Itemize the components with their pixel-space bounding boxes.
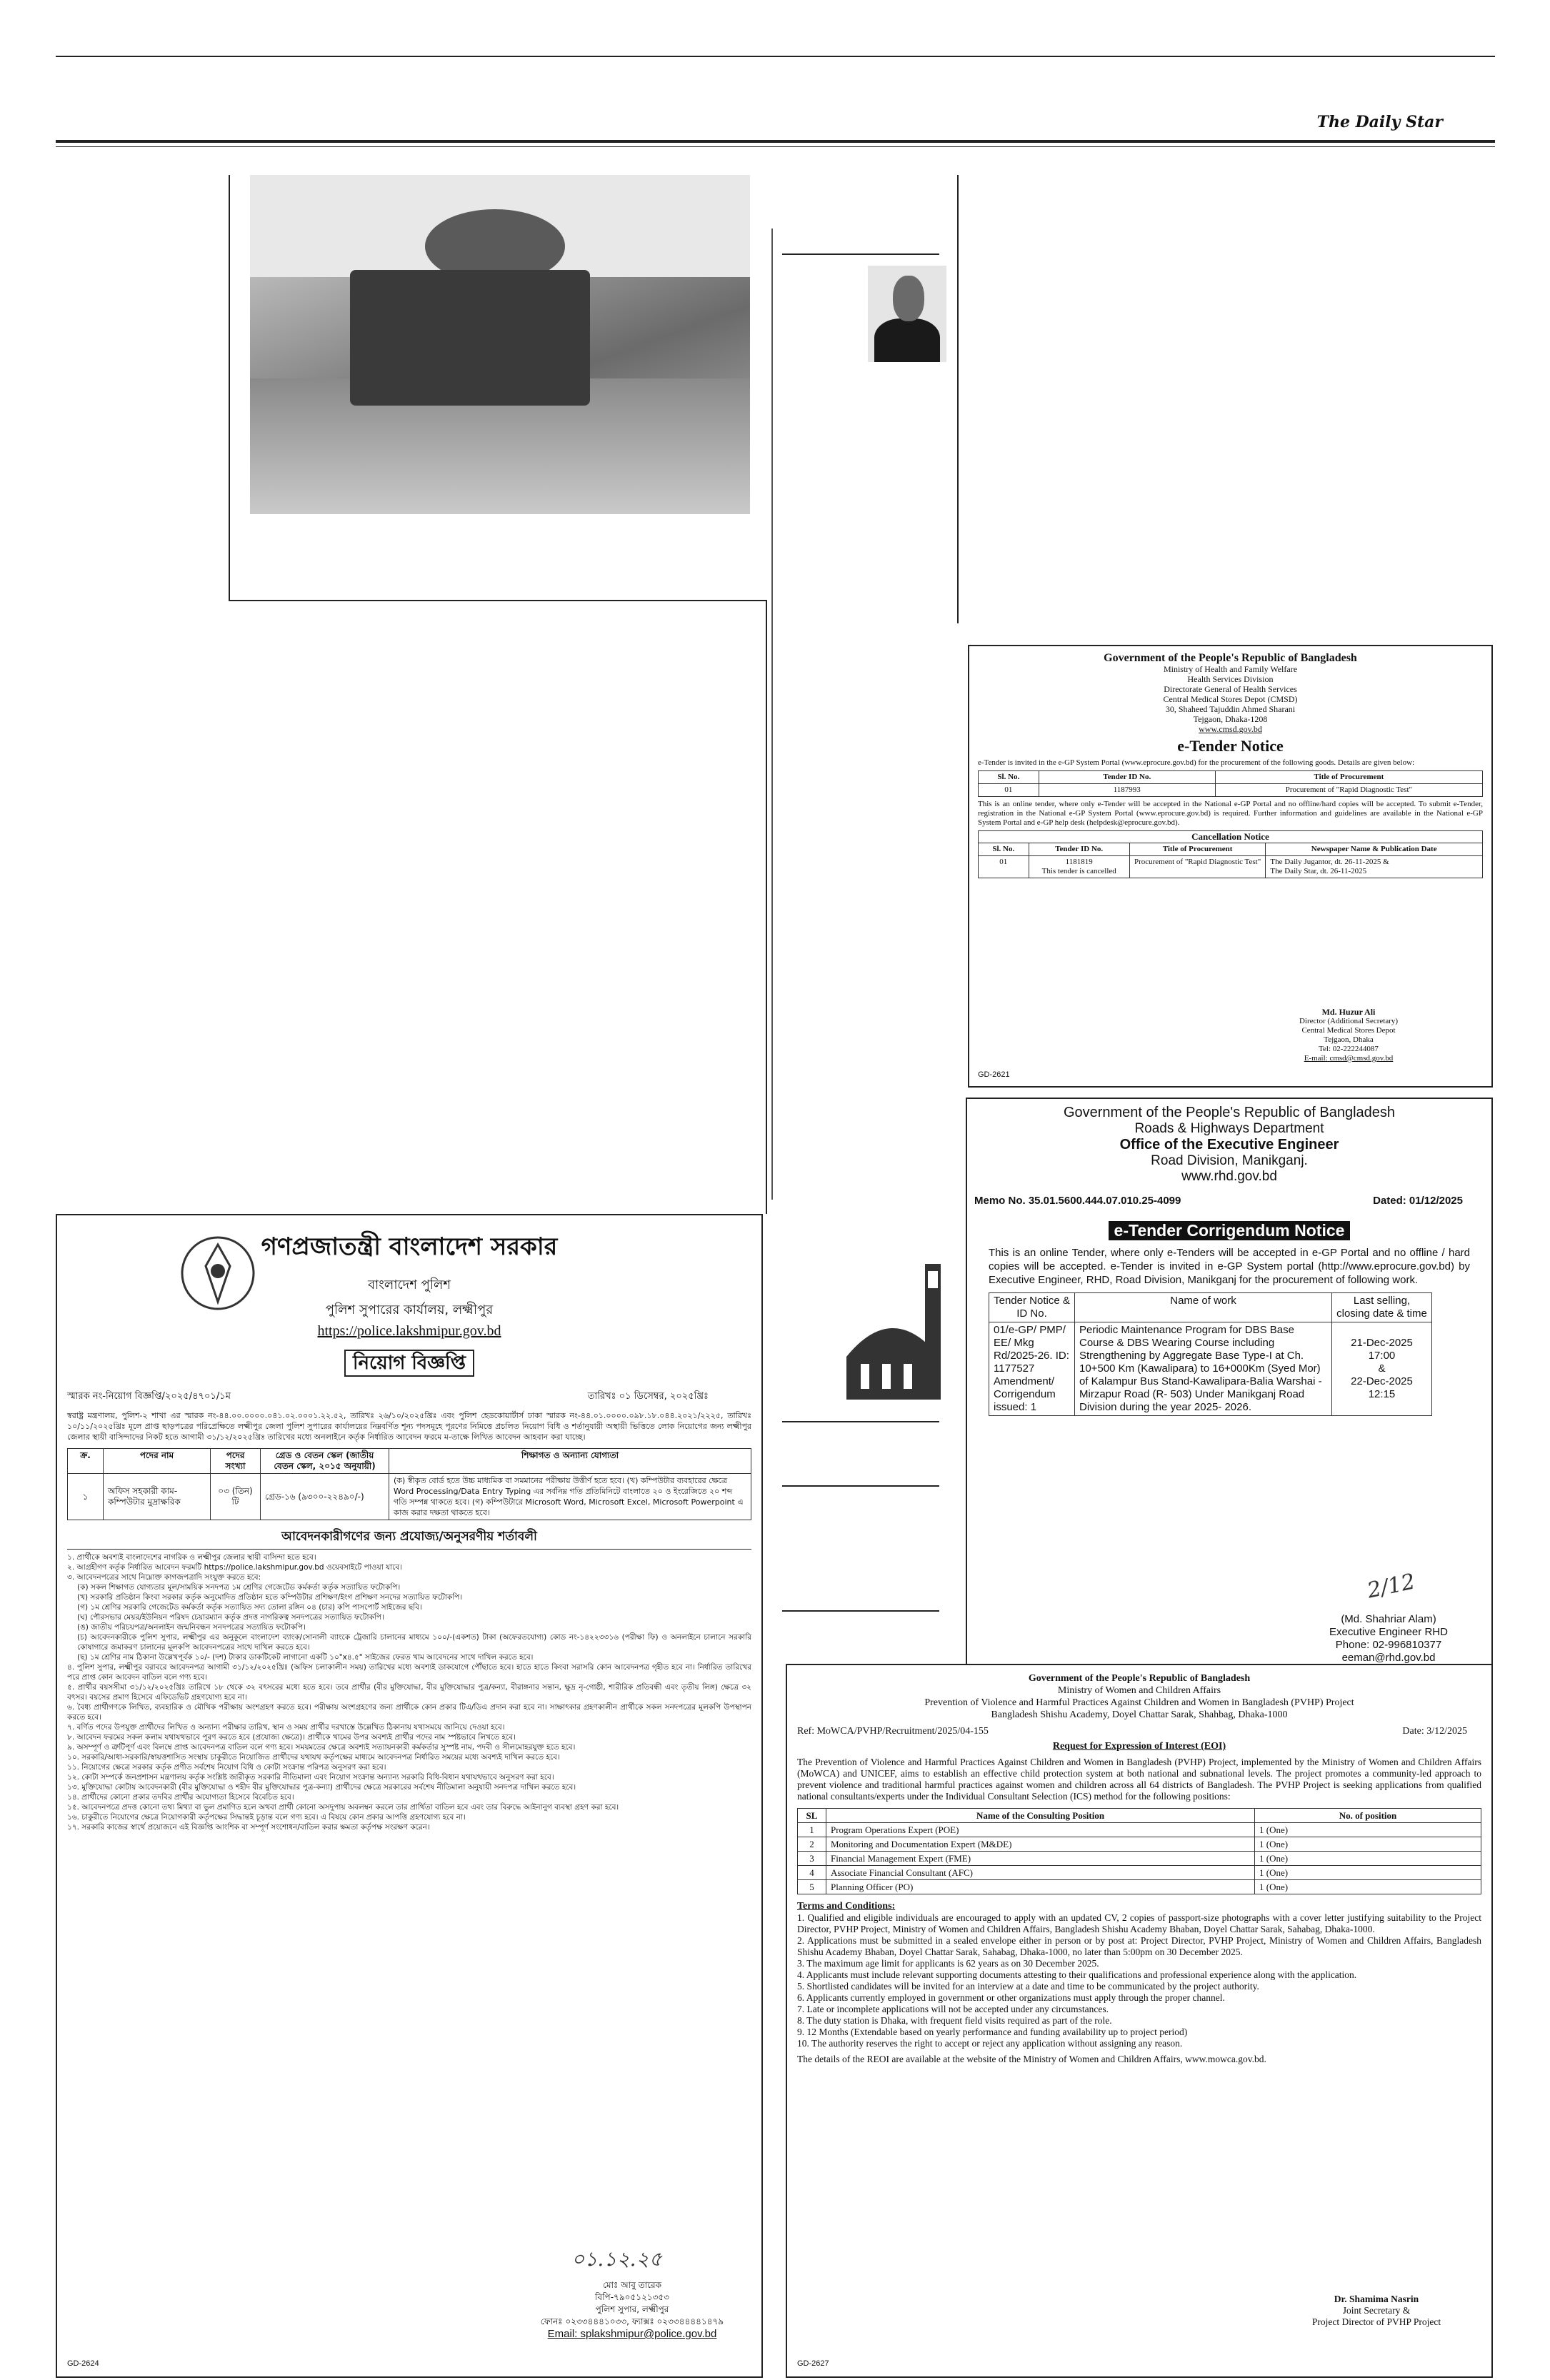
mowca-signer: Dr. Shamima Nasrin	[1334, 2294, 1419, 2304]
list-item: (খ) সরকারি প্রতিষ্ঠান কিংবা সরকার কর্তৃক অনুমোদিত প্রতিষ্ঠান হতে কম্পিউটার প্রশিক্ষণ/ইংগ প্রশিক্ষণ সনদের সত্যায়িত ফটোকপি।	[77, 1593, 463, 1602]
list-item: ১০. সরকারি/আধা-সরকারি/স্বায়ত্তশাসিত সংস্থায় চাকুরীতে নিয়োজিত প্রার্থীদের যথাযথ কর্তৃপক্ষের মাধ্যমে আবেদনপত্র নির্ধারিত সময়ের মধ্যে অবশ্যই দাখিল করতে হবে।	[67, 1753, 560, 1762]
police-memo: স্মারক নং-নিয়োগ বিজ্ঞপ্তি/২০২৫/৪৭০১/১ম	[67, 1391, 231, 1402]
police-signature-block	[514, 2279, 750, 2340]
masthead-rule	[56, 140, 1495, 143]
list-item: ৬. বৈধ্য প্রার্থীগণকে লিখিত, ব্যবহারিক ও মৌখিক পরীক্ষায় অংশগ্রহণ করতে হবে। পরীক্ষায় অংশগ্রহণের জন্য প্রার্থীকে কোন প্রকার টিএ/ডিএ প্রদান করা হবে না। সাক্ষাৎকার গ্রহণকালীন প্রার্থীকে সকল সনদপত্রের মূলকপি উপস্থাপন করতে হবে।	[67, 1703, 751, 1722]
list-item: 2. Applications must be submitted in a sealed envelope either in person or by post at: Project Director, PVHP Project, Ministry of Women and Children Affairs, Bangladesh Shishu Academy Bhaban, Doyel Chattar Sarak, Sahabag, Dhaka-1000, no later than 5:00pm on 30 December 2025.	[797, 1935, 1481, 1957]
rhd-signer-title: Executive Engineer RHD	[1329, 1626, 1448, 1638]
table-header: Sl. No.	[979, 843, 1029, 856]
cmsd-cancel-table	[978, 843, 1483, 878]
frame-mid	[766, 600, 767, 1214]
rhd-date: Dated: 01/12/2025	[1373, 1195, 1463, 1207]
list-item: ১২. কোটা সম্পর্কে জনপ্রশাসন মন্ত্রণালয় কর্তৃক সংশ্লিষ্ট জারীকৃত সরকারি নীতিমালা এবং নিয়োগ সংক্রান্ত অন্যান্য সরকারি বিধি-বিধান যথাযথভাবে অনুসরণ করা হবে।	[67, 1773, 554, 1782]
police-conditions-list	[67, 1552, 751, 1832]
rhd-title: e-Tender Corrigendum Notice	[1109, 1221, 1351, 1240]
cmsd-line: Health Services Division	[1187, 674, 1274, 684]
list-item: ৭. বর্ণিত পদের উপযুক্ত প্রার্থীদের লিখিত ও অন্যান্য পরীক্ষার তারিখ, স্থান ও সময় প্রার্থীর দরখাস্তে উল্লেখিত ঠিকানায় যথাসময়ে জানিয়ে দেওয়া হবে।	[67, 1723, 505, 1732]
mowca-positions-table	[797, 1808, 1481, 1894]
mowca-ministry: Ministry of Women and Children Affairs	[1057, 1685, 1221, 1696]
cmsd-tender-table	[978, 770, 1483, 797]
cmsd-signer: Md. Huzur Ali	[1321, 1007, 1376, 1017]
rhd-signature: 2/12	[1365, 1569, 1418, 1604]
table-header: Sl. No.	[979, 771, 1039, 784]
police-dept: বাংলাদেশ পুলিশ	[367, 1277, 451, 1292]
table-header: Name of the Consulting Position	[826, 1809, 1255, 1823]
police-email[interactable]: Email: splakshmipur@police.gov.bd	[547, 2328, 717, 2340]
list-item: (চ) আবেদনকারীকে পুলিশ সুপার, লক্ষ্মীপুর এর অনুকূলে বাংলাদেশ ব্যাংক/সোনালী ব্যাংকে ট্রেজারি চালানের মাধ্যমে ১০০/-(একশত) টাকা (অফেরতযোগ্য) কোড নং-১৪২২৩৩১৬ (পরীক্ষা ফি) ও অনলাইনে চালানে সরকারি কোষাগারে জমাকরণ চালানের মূলকপি আবেদনপত্রের সাথে দাখিল করতে হবে।	[77, 1633, 751, 1652]
cmsd-signer-line: Director (Additional Secretary)	[1299, 1017, 1399, 1025]
police-office: পুলিশ সুপারের কার্যালয়, লক্ষ্মীপুর	[325, 1302, 494, 1317]
column-rule-right	[771, 229, 773, 1200]
road-photo	[250, 175, 750, 514]
table-row: 01/e-GP/ PMP/ EE/ Mkg Rd/2025-26. ID: 1177527 Amendment/ Corrigendum issued: 1 Periodic Maintenance Program for DBS Base Course & DBS Wearing Course including Strengthening by Aggregate Base Type-I at Ch. 10+500 Km (Kawalipara) to 16+000Km (Syed Mor) of Kalampur Bus Stand-Kawalipara-Balia Warshai - Mirzapur Road (R- 503) Under Manikganj Road Division during the year 2025- 2026. 21-Dec-2025 17:00 & 22-Dec-2025 12:15	[989, 1322, 1432, 1416]
table-header: Last selling, closing date & time	[1332, 1293, 1432, 1322]
table-row: 4 Associate Financial Consultant (AFC) 1 (One)	[798, 1866, 1481, 1880]
list-item: ২. আগ্রহীগণ কর্তৃক নির্ধারিত আবেদন ফরমটি https://police.lakshmipur.gov.bd ওয়েবসাইটে পাওয়া যাবে।	[67, 1563, 402, 1572]
table-header: Tender Notice & ID No.	[989, 1293, 1075, 1322]
table-row: 2 Monitoring and Documentation Expert (M&DE) 1 (One)	[798, 1837, 1481, 1852]
police-signer-title: পুলিশ সুপার, লক্ষ্মীপুর	[595, 2304, 669, 2314]
table-header: Tender ID No.	[1039, 771, 1215, 784]
cmsd-tender-notice	[968, 645, 1493, 1088]
cmsd-signer-line: Tel: 02-222244087	[1319, 1045, 1379, 1053]
table-row: 01 1181819 This tender is cancelled Procurement of "Rapid Diagnostic Test" The Daily Jugantor, dt. 26-11-2025 & The Daily Star, dt. 26-11-2025	[979, 856, 1483, 878]
table-header: Title of Procurement	[1129, 843, 1266, 856]
cmsd-cancel-title: Cancellation Notice	[978, 830, 1483, 843]
mosque-rule-2	[782, 1485, 939, 1487]
table-row: 3 Financial Management Expert (FME) 1 (One)	[798, 1852, 1481, 1866]
mowca-intro: The Prevention of Violence and Harmful Practices Against Children and Women in Bangladesh (PVHP) Project, implemented by the Ministry of Women and Children Affairs (MoWCA) and UNICEF, aims to establish an effective child protection system at both national and subnational levels. The project promotes a community-led approach to prevent violence and traditional harmful practices against women and children across all 64 districts of Bangladesh. The PVHP Project is seeking applications from qualified national consultants/experts under the Individual Consultant Selection (ICS) method for the following positions:	[797, 1757, 1481, 1802]
rhd-memo: Memo No. 35.01.5600.444.07.010.25-4099	[974, 1195, 1181, 1207]
cmsd-signer-line: Tejgaon, Dhaka	[1324, 1035, 1374, 1044]
table-header: Newspaper Name & Publication Date	[1266, 843, 1483, 856]
cmsd-govt: Government of the People's Republic of Bangladesh	[1104, 652, 1357, 664]
mowca-project: Prevention of Violence and Harmful Practices Against Children and Women in Bangladesh (PVHP) Project	[924, 1697, 1354, 1708]
table-header: ক্র.	[68, 1449, 104, 1474]
police-intro: স্বরাষ্ট্র মন্ত্রণালয়, পুলিশ-২ শাখা এর স্মারক নং-৪৪.০০.০০০০.০৪১.০২.০০০১.২২.৫২, তারিখঃ ২৬/১০/২০২৫খ্রিঃ এবং পুলিশ হেডকোয়ার্টার্স ঢাকা স্মারক নং-৪৪.০১.০০০০.০৯৮.১৮.০৪৪.২০২১/২২২৫, তারিখঃ ১০/১১/২০২৫খ্রিঃ মূলে প্রাপ্ত ছাড়পত্রের পরিপ্রেক্ষিতে লক্ষ্মীপুর জেলা পুলিশ সুপারের কার্যালয়ের নিম্নবর্ণিত শূন্য পদসমূহে পূরণের নিমিত্তে প্রচলিত নিয়োগ বিধি ও শর্তানুযায়ী অস্থায়ী ভিত্তিতে লোক নিয়োগের জন্য লক্ষ্মীপুর জেলার স্থায়ী বাসিন্দাদের নিকট হতে আগামী ৩১/১২/২০২৫খ্রিঃ তারিখের মধ্যে অনলাইনে কর্তৃক নির্ধারিত আবেদন ফরমে ম-তাক্ষে লিখিত আবেদন আহবান করা যাচ্ছে।	[67, 1411, 751, 1442]
mowca-govt: Government of the People's Republic of Bangladesh	[1028, 1673, 1251, 1684]
police-emblem-icon	[179, 1234, 257, 1312]
police-gd-code: GD-2624	[67, 2359, 99, 2368]
list-item: 4. Applicants must include relevant supporting documents attesting to their qualifications and professional experience along with the application.	[797, 1969, 1357, 1980]
rhd-office: Office of the Executive Engineer	[1119, 1137, 1339, 1153]
mowca-terms-title: Terms and Conditions:	[797, 1901, 896, 1912]
rhd-tender-table	[989, 1292, 1432, 1416]
list-item: ১৩. মুক্তিযোদ্ধা কোটায় আবেদনকারী (বীর মুক্তিযোদ্ধা ও শহীদ বীর মুক্তিযোদ্ধার পুত্র-কন্যা) প্রার্থীদের ক্ষেত্রে সরকারের সর্বশেষ নীতিমালা অনুযায়ী সনদপত্র দাখিল করতে হবে।	[67, 1783, 576, 1792]
mowca-signer-role: Project Director of PVHP Project	[1311, 2316, 1441, 2327]
list-item: ৯. অসম্পূর্ণ ও ত্রুটিপূর্ণ এবং বিলম্বে প্রাপ্ত আবেদনপত্র বাতিল বলে গণ্য হবে। সময়মতের ক্ষেত্রে অবশ্যই সত্যায়নকারী কর্মকর্তার সুস্পষ্ট নাম, পদবী ও সীলমোহরযুক্ত হতে হবে।	[67, 1743, 576, 1752]
cmsd-line: Directorate General of Health Services	[1164, 684, 1297, 694]
list-item: ১. প্রার্থীকে অবশ্যই বাংলাদেশের নাগরিক ও লক্ষ্মীপুর জেলার স্থায়ী বাসিন্দা হতে হবে।	[67, 1553, 316, 1562]
rhd-dept: Roads & Highways Department	[1134, 1121, 1324, 1136]
table-row: 01 1187993 Procurement of "Rapid Diagnostic Test"	[979, 784, 1483, 797]
list-item: (ছ) ১ম শ্রেণির নাম ঠিকানা উল্লেখপূর্বক ১০/- (দশ) টাকার ডাকটিকেট লাগানো একটি ১০"x৪.৫" সাইজের ফেরত খাম আবেদনের সাথে দাখিল করতে হবে।	[77, 1653, 534, 1662]
list-item: 6. Applicants currently employed in government or other organizations must apply through the proper channel.	[797, 1992, 1225, 2003]
mosque-rule-3	[782, 1610, 939, 1612]
table-header: Name of work	[1075, 1293, 1332, 1322]
mowca-signer-title: Joint Secretary &	[1342, 2305, 1411, 2316]
list-item: (ক) সকল শিক্ষাগত যোগ্যতার মূল/সাময়িক সনদপত্র ১ম শ্রেণির গেজেটেড কর্মকর্তা কর্তৃক সত্যায়িত ফটোকপি।	[77, 1583, 401, 1592]
top-rule	[56, 56, 1495, 57]
list-item: ১৬. চাকুরীতে নিয়োগের ক্ষেত্রে নিয়োগকারী কর্তৃপক্ষের সিদ্ধান্তই চূড়ান্ত বলে গণ্য হবে। এ বিষয়ে কোন প্রকার আপত্তি গ্রহণযোগ্য হবে না।	[67, 1813, 466, 1822]
list-item: ৩. আবেদনপত্রের সাথে নিম্নোক্ত কাগজপত্রাদি সংযুক্ত করতে হবে:	[67, 1573, 261, 1582]
cmsd-gd-code: GD-2621	[978, 1070, 1010, 1079]
list-item: 9. 12 Months (Extendable based on yearly performance and funding availability up to project period)	[797, 2027, 1188, 2037]
police-post-table	[67, 1448, 751, 1520]
frame-right-upper	[957, 175, 959, 623]
mowca-terms-list	[797, 1912, 1481, 2049]
list-item: 7. Late or incomplete applications will not be accepted under any circumstances.	[797, 2004, 1109, 2014]
cmsd-line: Ministry of Health and Family Welfare	[1163, 664, 1298, 674]
police-web-link[interactable]: https://police.lakshmipur.gov.bd	[317, 1323, 501, 1339]
list-item: (গ) ১ম শ্রেণির সরকারি গেজেটেড কর্মকর্তা কর্তৃক সত্যায়িত সদ্য তোলা রঙ্গিন ০৪ (চার) কপি পাসপোর্ট সাইজের ছবি।	[77, 1603, 422, 1612]
mowca-signature-block	[1287, 2294, 1466, 2328]
table-header: পদের সংখ্যা	[211, 1449, 261, 1474]
list-item: 5. Shortlisted candidates will be invited for an interview at a date and time to be communicated by the project authority.	[797, 1981, 1259, 1992]
masthead-rule-thin	[56, 146, 1495, 147]
cmsd-web-link[interactable]: www.cmsd.gov.bd	[1199, 724, 1262, 734]
mowca-eoi-notice	[786, 1664, 1493, 2378]
list-item: ১৪. প্রার্থীদের কোনো প্রকার তদবির প্রার্থীর অযোগ্যতা হিসেবে বিবেচিত হবে।	[67, 1793, 294, 1802]
mowca-ref: Ref: MoWCA/PVHP/Recruitment/2025/04-155	[797, 1726, 989, 1737]
cmsd-title: e-Tender Notice	[1177, 737, 1284, 755]
rhd-phone: Phone: 02-996810377	[1335, 1639, 1442, 1651]
cmsd-email[interactable]: E-mail: cmsd@cmsd.gov.bd	[1304, 1054, 1394, 1063]
cmsd-line: Tejgaon, Dhaka-1208	[1193, 714, 1268, 724]
masthead: The Daily Star	[1316, 113, 1443, 131]
rhd-corrigendum-notice	[966, 1098, 1493, 1697]
cmsd-line: Central Medical Stores Depot (CMSD)	[1163, 694, 1298, 704]
list-item: ১৫. আবেদনপত্রে প্রদত্ত কোনো তথ্য মিথ্যা বা ভুল প্রমাণিত হলে অথবা প্রার্থী কোনো অসদুপায় অবলম্বন করলে তার প্রার্থিতা বাতিল হবে এবং তার বিরুদ্ধে আইনানুগ ব্যবস্থা গ্রহণ করা হবে।	[67, 1803, 619, 1812]
list-item: 1. Qualified and eligible individuals are encouraged to apply with an updated CV, 2 copies of passport-size photographs with a cover letter justifying suitability to the Project Director, PVHP Project, Ministry of Women and Children Affairs, Bangladesh Shishu Academy Bhaban, Doyel Chattar Sarak, Sahabag, Dhaka-1000.	[797, 1912, 1481, 1934]
list-item: ৮. আবেদন ফরমের সকল কলাম যথাযথভাবে পূরণ করতে হবে (প্রযোজ্য ক্ষেত্রে)। প্রার্থীকে খামের উপর অবশ্যই প্রার্থীর পদের নাম স্পষ্টভাবে লিখতে হবে।	[67, 1733, 516, 1742]
table-header: Tender ID No.	[1029, 843, 1129, 856]
table-row: 1 Program Operations Expert (POE) 1 (One)	[798, 1823, 1481, 1837]
list-item: 8. The duty station is Dhaka, with frequent field visits required as part of the role.	[797, 2015, 1112, 2026]
police-signer: মোঃ আবু তারেক	[602, 2280, 662, 2290]
table-header: গ্রেড ও বেতন স্কেল (জাতীয় বেতন স্কেল, ২০১৫ অনুযায়ী)	[261, 1449, 389, 1474]
cmsd-intro: e-Tender is invited in the e-GP System Portal (www.eprocure.gov.bd) for the procurement of the following goods. Details are given below:	[978, 758, 1415, 767]
list-item: ৪. পুলিশ সুপার, লক্ষ্মীপুর বরাবরে আবেদনপত্র আগামী ৩১/১২/২০২৫খ্রিঃ (অফিস চলাকালীন সময়) তারিখের মধ্যে অবশ্যই ডাকযোগে পৌঁছাতে হবে। হাতে হাতে কিংবা সরাসরি কোন আবেদনপত্র গৃহীত হবে না। নির্ধারিত তারিখের পরে প্রাপ্ত কোন আবেদন বাতিল বলে গণ্য হবে।	[67, 1663, 751, 1682]
portrait-rule	[782, 253, 939, 255]
mowca-gd-code: GD-2627	[797, 2359, 829, 2368]
mowca-address: Bangladesh Shishu Academy, Doyel Chattar Sarak, Shahbag, Dhaka-1000	[991, 1709, 1288, 1720]
list-item: (ঙ) জাতীয় পরিচয়পত্র/অনলাইন জন্মনিবন্ধন সনদপত্রের সত্যায়িত ফটোকপি।	[77, 1623, 306, 1632]
table-header: পদের নাম	[104, 1449, 211, 1474]
mowca-date: Date: 3/12/2025	[1402, 1726, 1467, 1737]
rhd-signature-block	[1303, 1613, 1474, 1665]
table-row: ১ অফিস সহকারী কাম-কম্পিউটার মুদ্রাক্ষরিক ০৩ (তিন) টি গ্রেড-১৬ (৯৩০০-২২৪৯০/-) (ক) স্বীকৃত বোর্ড হতে উচ্চ মাধ্যমিক বা সমমানের পরীক্ষায় উত্তীর্ণ হতে হবে। (খ) কম্পিউটার ব্যবহারের ক্ষেত্রে Word Processing/Data Entry Typing এর সর্বনিম্ন গতি প্রতিমিনিটে বাংলাতে ২০ ও ইংরেজিতে ২০ শব্দ গতি সম্পন্ন থাকতে হবে। (গ) কম্পিউটারে Microsoft Word, Microsoft Excel, Microsoft Powerpoint এ কাজ করার দক্ষতা থাকতে হবে।	[68, 1474, 751, 1520]
cmsd-signer-line: Central Medical Stores Depot	[1301, 1026, 1396, 1035]
cmsd-signature-block	[1263, 1007, 1434, 1063]
police-notice-title: নিয়োগ বিজ্ঞপ্তি	[344, 1350, 474, 1377]
rhd-signer: (Md. Shahriar Alam)	[1341, 1613, 1436, 1625]
mosque-illustration	[832, 1257, 954, 1407]
frame-left	[229, 175, 230, 600]
police-govt-title: গণপ্রজাতন্ত্রী বাংলাদেশ সরকার	[261, 1232, 558, 1261]
rhd-body: This is an online Tender, where only e-Tenders will be accepted in e-GP Portal and no offline / hard copies will be accepted. e-Tender is invited in e-GP System portal (http://www.eprocure.gov.bd) by Executive Engineer, RHD, Road Division, Manikganj for the procurement of following work.	[989, 1247, 1470, 1286]
list-item: ১৭. সরকারি কাজের স্বার্থে প্রয়োজনে এই বিজ্ঞপ্তি আংশিক বা সম্পূর্ণ সংশোধন/বাতিল করার ক্ষমতা কর্তৃপক্ষ সংরক্ষণ করেন।	[67, 1823, 430, 1832]
table-header: No. of position	[1255, 1809, 1481, 1823]
police-date: তারিখঃ ০১ ডিসেম্বর, ২০২৫খ্রিঃ	[587, 1391, 709, 1402]
frame-bottom	[229, 600, 766, 601]
cmsd-online-note: This is an online tender, where only e-Tender will be accepted in the National e-GP Portal and no offline/hard copies will be accepted. To submit e-Tender, registration in the National e-GP System Portal (www.eprocure.gov.bd) is required. Further information and guidelines are available in the National e-GP System Portal and e-GP help desk (helpdesk@eprocure.gov.bd).	[978, 800, 1483, 827]
table-row: 5 Planning Officer (PO) 1 (One)	[798, 1880, 1481, 1894]
mosque-rule	[782, 1421, 939, 1422]
table-header: SL	[798, 1809, 826, 1823]
list-item: ৫. প্রার্থীর বয়সসীমা ৩১/১২/২০২৫খ্রিঃ তারিখে ১৮ থেকে ৩২ বৎসরের মধ্যে হতে হবে। তবে প্রার্থীর (বীর মুক্তিযোদ্ধা, বীর মুক্তিযোদ্ধার পুত্র/কন্যা, বীরাঙ্গনার সন্তান, ক্ষুদ্র নৃ-গোষ্ঠী, শারীরিক প্রতিবন্ধী এবং তৃতীয় লিঙ্গ) ক্ষেত্রে ৩২ বৎসর। বয়সের প্রমাণ হিসেবে এফিডেভিট গ্রহণযোগ্য হবে না।	[67, 1683, 751, 1702]
police-conditions-title: আবেদনকারীগণের জন্য প্রযোজ্য/অনুসরণীয় শর্তাবলী	[67, 1527, 751, 1550]
police-signature-date: ০১.১২.২৫	[571, 2247, 662, 2271]
police-phone: ফোনঃ ০২৩৩৪৪৪১০৩৩, ফ্যাক্সঃ ০২৩৩৪৪৪৪১৪৭৯	[540, 2316, 724, 2326]
police-recruitment-notice	[56, 1214, 763, 2378]
rhd-govt: Government of the People's Republic of Bangladesh	[1063, 1105, 1396, 1120]
columnist-portrait	[868, 266, 946, 362]
table-header: শিক্ষাগত ও অন্যান্য যোগ্যতা	[389, 1449, 751, 1474]
list-item: ১১. নিয়োগের ক্ষেত্রে সরকার কর্তৃক প্রণীত সর্বশেষ নিয়োগ বিধি ও কোটা সংক্রান্ত পরিপত্র অনুসরণ করা হবে।	[67, 1763, 386, 1772]
list-item: (ঘ) পৌরসভার মেয়র/ইউনিয়ন পরিষদ চেয়ারম্যান কর্তৃক প্রদত্ত নাগরিকত্ব সনদপত্রের সত্যায়িত ফটোকপি।	[77, 1613, 384, 1622]
mowca-details: The details of the REOI are available at the website of the Ministry of Women and Children Affairs, www.mowca.gov.bd.	[797, 2054, 1266, 2064]
police-signer-id: বিপি-৭৯০৫১২১৩৫৩	[595, 2292, 669, 2302]
mowca-title: Request for Expression of Interest (EOI)	[1052, 1741, 1226, 1752]
rhd-division: Road Division, Manikganj.	[1151, 1153, 1308, 1168]
cmsd-line: 30, Shaheed Tajuddin Ahmed Sharani	[1165, 704, 1296, 714]
rhd-web[interactable]: www.rhd.gov.bd	[1181, 1169, 1277, 1184]
rhd-email[interactable]: eeman@rhd.gov.bd	[1341, 1652, 1436, 1664]
table-header: Title of Procurement	[1215, 771, 1482, 784]
list-item: 10. The authority reserves the right to accept or reject any application without assigning any reason.	[797, 2038, 1183, 2049]
list-item: 3. The maximum age limit for applicants is 62 years as on 30 December 2025.	[797, 1958, 1099, 1969]
